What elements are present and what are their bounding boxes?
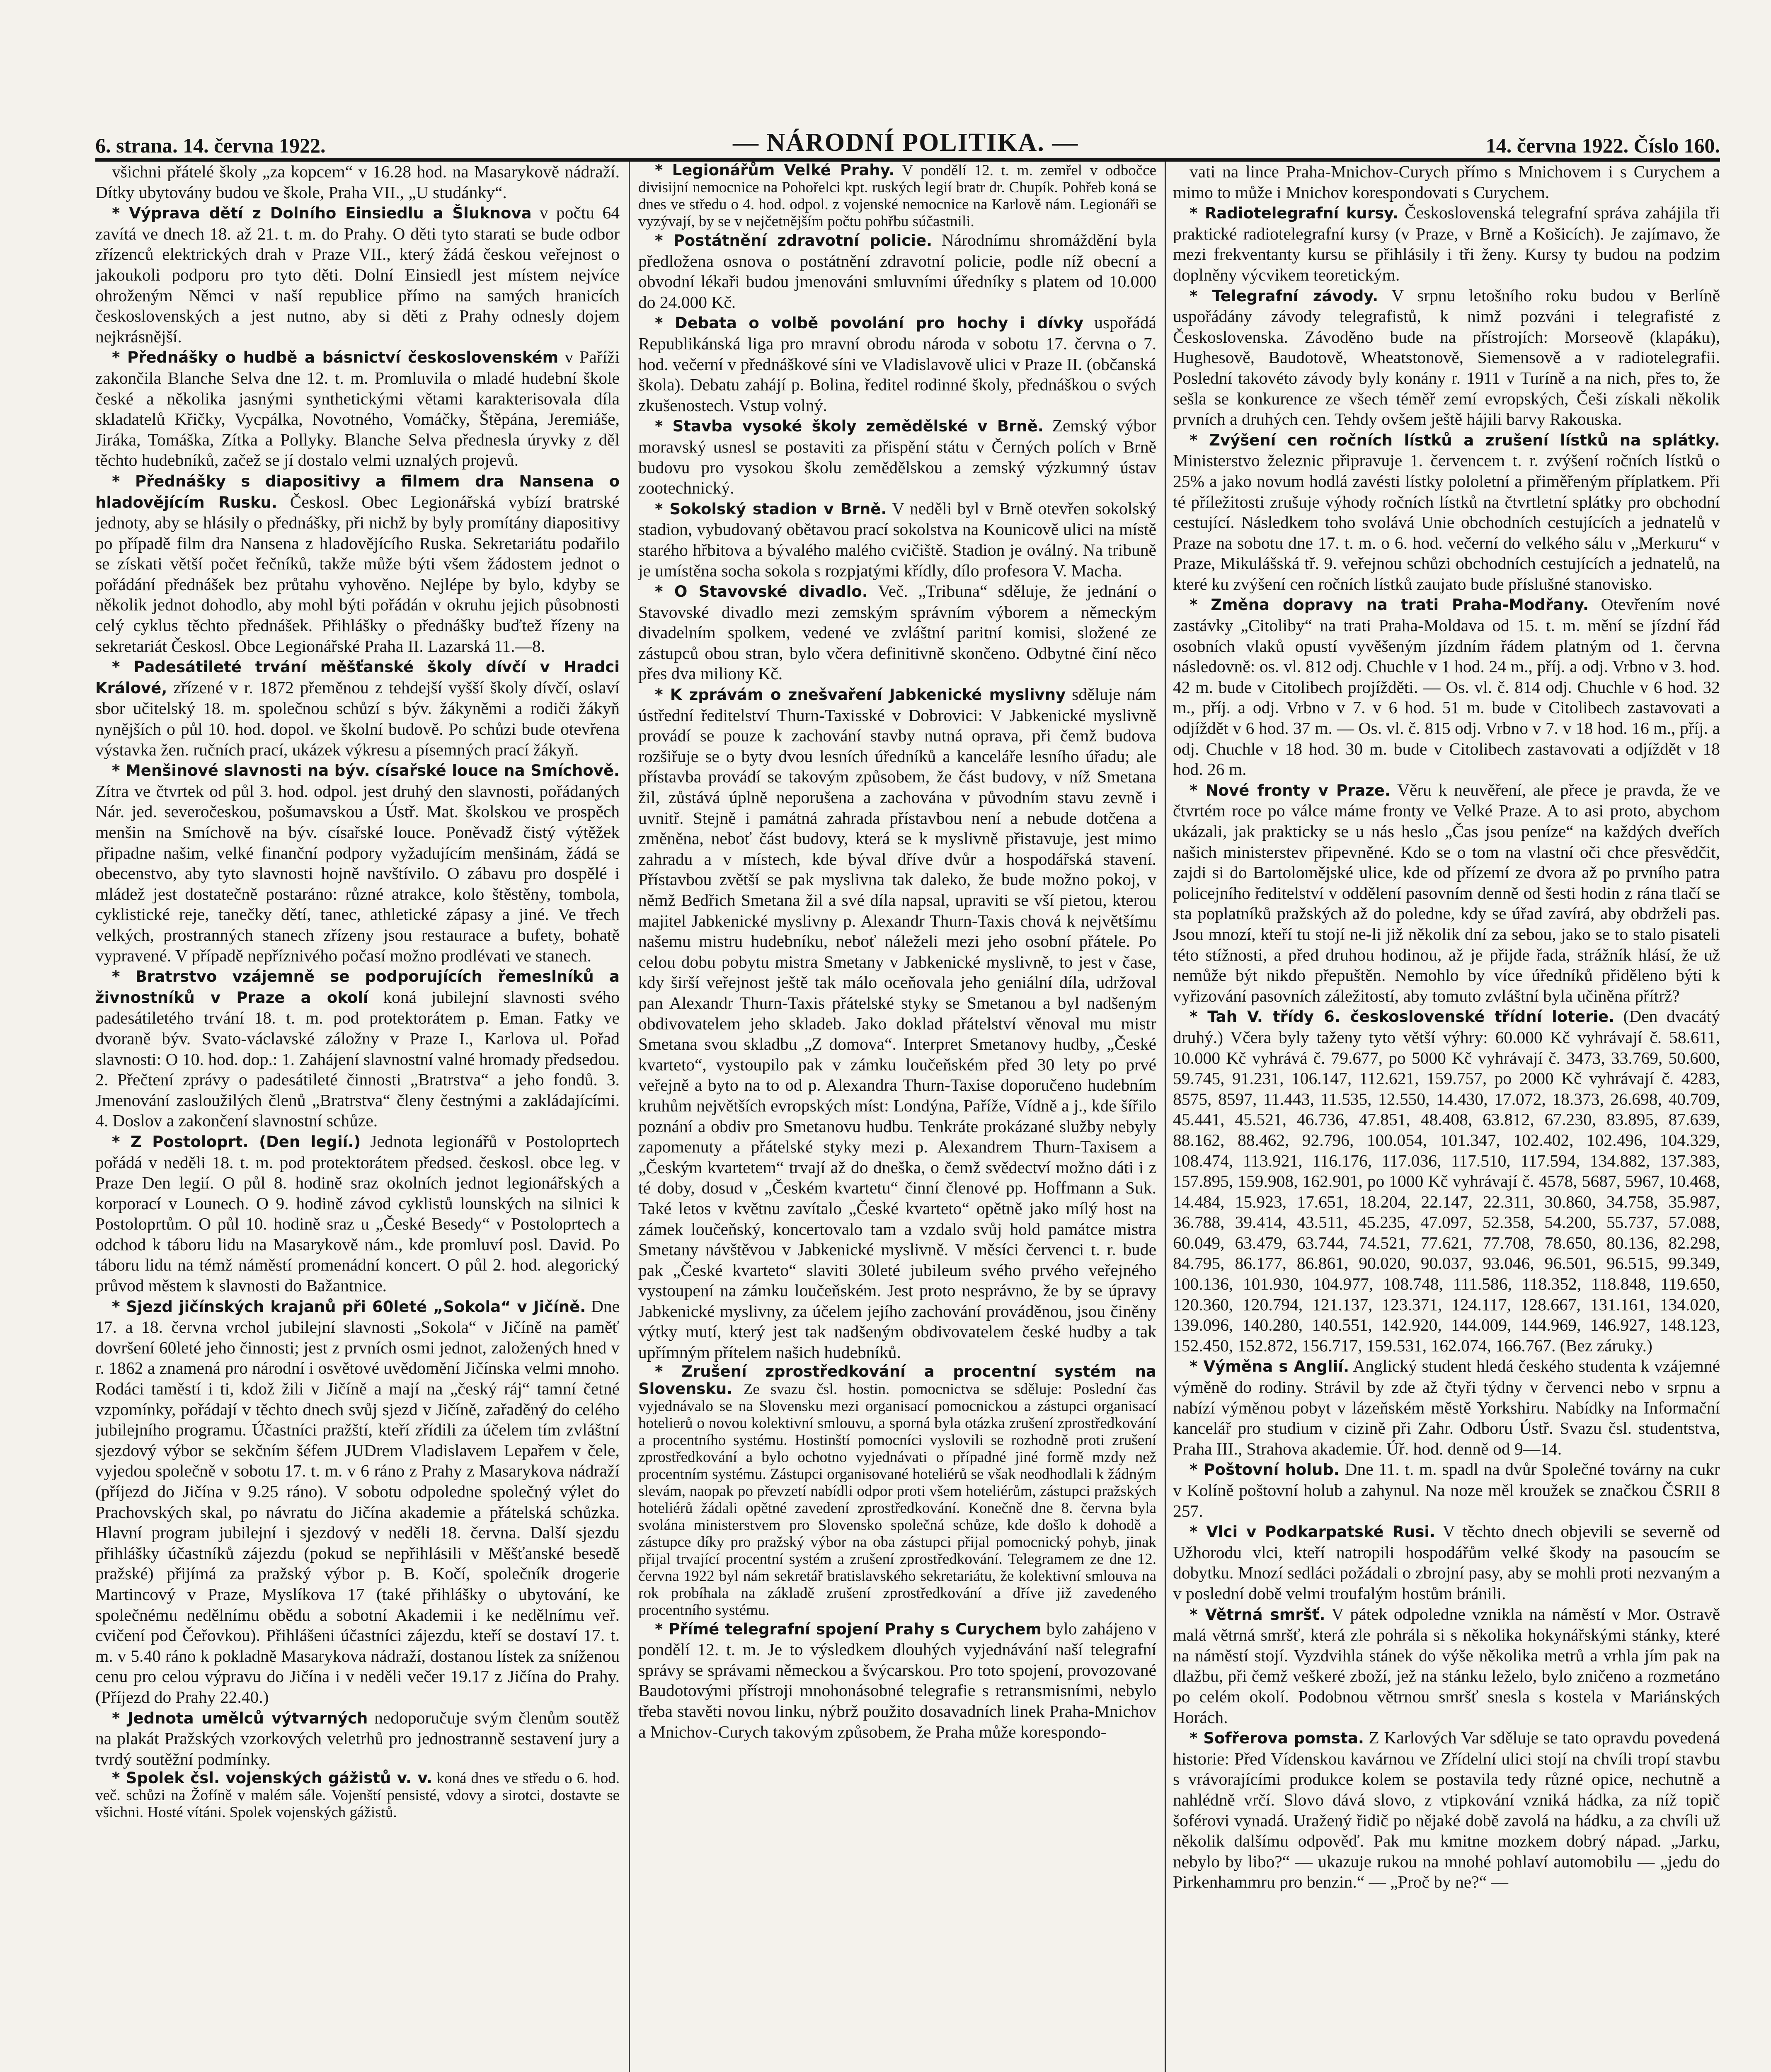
article-heading: * Zrušení zprostředkování a procentní systém na Slovensku. xyxy=(638,1362,1156,1398)
article-text: v počtu 64 zavítá ve dnech 18. až 21. t. m. do Prahy. O děti tyto starati se bude odbor zřízenců elektrických drah v Praze VII., který žádá českou veřejnost o jakoukoli podporu pro tyto děti. Dolní Einsiedl jest místem nejvíce ohroženým Němci v naší republice přímo na samých hranicích československých a jest nutno, aby si děti z Prahy odnesly dojem nejkrásnější. xyxy=(95,203,620,346)
article-heading: * Zvýšení cen ročních lístků a zrušení lístků na splátky. xyxy=(1190,431,1720,449)
article-heading: * Přednášky s diapositivy a filmem dra Nansena o hladovějícím Rusku. xyxy=(95,472,620,511)
article-paragraph xyxy=(95,1131,620,1296)
article-heading: * Poštovní holub. xyxy=(1190,1461,1340,1479)
article-paragraph xyxy=(638,1619,1156,1743)
column-divider xyxy=(629,162,630,2072)
article-text: Otevřením nové zastávky „Citoliby“ na trati Praha-Moldava od 15. t. m. mění se jízdní řád osobních vlaků opustí vyvěšeným jízdním řádem platným od 1. června následovně: os. vl. 812 odj. Chuchle v 1 hod. 24 m., příj. a odj. Vrbno v 3. hod. 42 m. bude v Citolibech projížděti. — Os. vl. č. 814 odj. Chuchle v 6 hod. 32 m., příj. a odj. Vrbno v 7. v 6 hod. 51 m. bude v Citolibech zastavovati a odjíždět v 6 hod. 37 m. — Os. vl. č. 815 odj. Vrbno v 7. v 18 hod. 16 m., příj. a odj. Chuchle v 18 hod. 30 m. bude v Citolibech zastavovati a odjíždět v 18 hod. 26 m. xyxy=(1173,595,1720,779)
article-paragraph xyxy=(638,416,1156,498)
article-paragraph xyxy=(1173,780,1720,1007)
article-text: V těchto dnech objevili se severně od Užhorodu vlci, kteří natropili hospodářům velké škody na pasoucím se dobytku. Mnozí sedláci požádali o zbrojní pasy, aby se mohli proti nezvaným a v poslední době velmi troufalým hostům bránili. xyxy=(1173,1522,1720,1603)
header-rule xyxy=(95,158,1720,162)
column-3 xyxy=(1173,162,1720,2072)
article-text: Dne 17. a 18. června vrchol jubilejní slavnosti „Sokola“ v Jičíně na paměť dovršení 60leté jeho činnosti; jest z prvních osmi jednot, založených hned v r. 1862 a znamená pro národní i osvětové uvědomění Jičínska velmi mnoho. Rodáci taměstí i ti, kdož žili v Jičíně a mají na „český ráj“ tamní četné vzpomínky, pořádají v těchto dnech svůj sjezd v Jičíně, zařaděný do celého jubilejního programu. Účastníci pražští, kteří zřídili za účelem tím zvláštní sjezdový výbor se sekčním šéfem JUDrem Vladislavem Lepařem v čele, vyjedou společně v sobotu 17. t. m. v 6 ráno z Prahy z Masarykova nádraží (příjezd do Jičína v 9.25 ráno). V sobotu odpoledne společný výlet do Prachovských skal, po návratu do Jičína akademie a přátelská schůzka. Hlavní program jubilejní i sjezdový v neděli 18. června. Další sjezdu přihlášky účastníků zájezdu (pokud se nepřihlásili v Měšťanské besedě pražské) přijímá za pražský výbor p. B. Kočí, společník drogerie Martincový v Praze, Myslíkova 17 (také přihlášky o ubytování, ke společnému nedělnímu obědu a sobotní Akademii i ke nedělnímu veř. cvičení pod Čeřovkou). Přihlášeni účastníci zájezdu, kteří se dostaví 17. t. m. v 5.40 ráno k pokladně Masarykova nádraží, dostanou lístek za sníženou cenu pro celou výpravu do Jičína i v neděli večer 19.17 z Jičína do Prahy. (Příjezd do Prahy 22.40.) xyxy=(95,1296,620,1706)
article-heading: * Spolek čsl. vojenských gážistů v. v. xyxy=(112,1769,432,1787)
article-text: bylo zahájeno v pondělí 12. t. m. Je to výsledkem dlouhých vyjednávání naší telegrafní správy se správami německou a švýcarskou. Pro toto spojení, provozované Baudotovými přístroji mnohonásobné telegrafie s retransmisními, nebylo třeba stavěti novou linku, nýbrž použito dosavadních linek Praha-Mnichov a Mnichov-Curych takovým způsobem, že Praha může korespondo- xyxy=(638,1619,1156,1741)
article-paragraph xyxy=(95,966,620,1131)
article-heading: * Legionářům Velké Prahy. xyxy=(655,162,895,179)
article-paragraph xyxy=(1173,203,1720,285)
article-heading: * Vlci v Podkarpatské Rusi. xyxy=(1190,1523,1436,1541)
article-text: Ministerstvo železnic připravuje 1. červencem t. r. zvýšení ročních lístků o 25% a jako novum hodlá zavésti lístky pololetní a přiměřeným příplatkem. Při té příležitosti zrušuje výhody ročních lístků na čtvrtletní splátky pro obchodní cestující. Následkem toho svolává Unie obchodních cestujících a jednatelů v Praze na sobotu dne 17. t. m. o 6. hod. večerní do velkého sálu v „Merkuru“ v Praze, Mikulášská tř. 9. veřejnou schůzi obchodních cestujících a jednatelů, na které ku zvýšení cen ročních lístků zaujato bude příslušné stanovisko. xyxy=(1173,451,1720,593)
article-text: uspořádá Republikánská liga pro mravní obrodu národa v sobotu 17. června o 7. hod. večerní v přednáškové síni ve Vladislavově ulici v Praze II. (občanská škola). Debatu zahájí p. Bolina, ředitel rodinné školy, přednáškou o svých zkušenostech. Vstup volný. xyxy=(638,313,1156,415)
article-heading: * Sofřerova pomsta. xyxy=(1190,1729,1364,1748)
article-paragraph xyxy=(1173,162,1720,203)
article-text: koná jubilejní slavnosti svého padesátiletého trvání 18. t. m. pod protektorátem p. Eman. Fatky ve dvoraně býv. Svato-václavské záložny v Praze I., Karlova ul. Pořad slavnosti: O 10. hod. dop.: 1. Zahájení slavnostní valné hromady předsedou. 2. Přečtení zprávy o padesátileté činnosti „Bratrstva“ a jeho fondů. 3. Jmenování zasloužilých členů „Bratrstva“ členy čestnými a zakládajícími. 4. Doslov a zakončení slavnostní schůze. xyxy=(95,987,620,1130)
article-text: Zítra ve čtvrtek od půl 3. hod. odpol. jest druhý den slavnosti, pořádaných Nár. jed. severočeskou, pošumavskou a Ústř. Mat. školskou ve prospěch menšin na Smíchově na býv. císařské louce. Poněvadž čistý výtěžek připadne našim, velké finanční podpory vyžadujícím menšinám, žádá se obecenstvo, aby tyto slavnosti hojně navštívilo. O zábavu pro dospělé i mládež jest dostatečně postaráno: různé atrakce, kolo štěstěny, tombola, cyklistické reje, tanečky dětí, tanec, athletické zápasy a jiné. Ve třech velkých, prostranných stanech zřízeny jsou restaurace a bufety, bohatě vypravené. V případě nepříznivého počasí možno prodlévati ve stanech. xyxy=(95,781,620,965)
article-heading: * Debata o volbě povolání pro hochy i dívky xyxy=(655,314,1084,332)
article-paragraph xyxy=(95,203,620,347)
article-heading: * Bratrstvo vzájemně se podporujících řemeslníků a živnostníků v Praze a okolí xyxy=(95,968,620,1007)
article-paragraph xyxy=(638,684,1156,1363)
article-paragraph xyxy=(95,1296,620,1708)
masthead-title: — NÁRODNÍ POLITIKA. — xyxy=(732,128,1079,157)
article-heading: * O Stavovské divadlo. xyxy=(655,583,868,601)
article-text: sděluje nám ústřední ředitelství Thurn-Taxisské v Dobrovici: V Jabkenické myslivně provádí se pouze k zachování stavby nutná oprava, při čemž budova rozšiřuje se o byty dvou lesních úředníků a kanceláře lesního úřadu; ale přístavba provádí se takovým způsobem, že část budovy, v níž Smetana žil, zůstává úplně neporušena a zachována v původním stavu zevně i uvnitř. Stejně i památná zahrada přístavbou není a nebude dotčena a změněna, neboť část budovy, která se k myslivně přistavuje, jest mimo zahradu a v místech, kde býval dříve dvůr a hospodářská stavení. Přístavbou zvětší se pak myslivna tak daleko, že bude možno pokoj, v němž Bedřich Smetana žil a své díla napsal, upraviti se vší pietou, kterou majitel Jabkenické myslivny p. Alexandr Thurn-Taxis chová k největšímu našemu mistru hudebníku, neboť náleželi mezi jeho osobní přátele. Po celou dobu pobytu mistra Smetany v Jabkenické myslivně, to jest v čase, kdy širší veřejnost ještě tak málo oceňovala jeho geniální díla, udržoval pan Alexandr Thurn-Taxis přátelské styky se Smetanou a byl nadšeným obdivovatelem jeho skladeb. Jako doklad přátelství věnoval mu mistr Smetana svou skladbu „Z domova“. Interpret Smetanovy hudby, „České kvarteto“, vystoupilo pak v zámku loučeňském před 30 lety po prvé veřejně a byto na to od p. Alexandra Thurn-Taxise doporučeno hudebním kruhům největších evropských míst: Londýna, Paříže, Vídně a j., kde šířilo poznání a obdiv pro Smetanovu hudbu. Tenkráte prokázané služby nebyly zapomenuty a přátelské styky mezi p. Alexandrem Thurn-Taxisem a „Českým kvartetem“ trvají až do dneška, o čemž svědectví možno dáti i z té doby, dosud v „Českém kvartetu“ činní členové pp. Hoffmann a Suk. Také letos v květnu zavítalo „České kvarteto“ opětně jako mílý host na zámek loučeňský, koncertovalo tam a vzdalo svůj hold památce mistra Smetany návštěvou v Jabkenické myslivně. V měsíci červenci t. r. bude pak „České kvarteto“ slaviti 30leté jubileum svého prvého veřejného vystoupení na zámku loučeňském. Jest proto nesprávno, že by se úpravy Jabkenické myslivny, za účelem jejího zachování prováděnou, jsou činěny výtky mutí, který jest tak nadšeným obdivovatelem české hudby a tak upřímným přítelem našich hudebníků. xyxy=(638,685,1156,1362)
article-text: Československá telegrafní správa zahájila tři praktické radiotelegrafní kursy (v Praze, v Brně a Košicích). Je zajímavo, že mezi frekventanty kursu se přihlásily i tři ženy. Kursy ty budou na podzim doplněny výcvikem teoretickým. xyxy=(1173,203,1720,284)
article-paragraph xyxy=(1173,1728,1720,1893)
article-text: zřízené v r. 1872 přeměnou z tehdejší vyšší školy dívčí, oslaví sbor učitelský 18. m. společnou schůzí s býv. žákyněmi a rodiči žákyň nynějších o půl 10. hod. dopol. ve školní budově. Po schůzi bude otevřena výstavka žen. ručních prací, ukázek výkresu a písemných prací žákyň. xyxy=(95,678,620,759)
article-text: Národnímu shromáždění byla předložena osnova o postátnění zdravotní policie, podle níž obecní a obvodní lékaři budou jmenováni smluvními úředníky s platem od 10.000 do 24.000 Kč. xyxy=(638,230,1156,312)
article-paragraph xyxy=(95,162,620,203)
article-text: Zemský výbor moravský usnesl se postaviti za přispění státu v Černých polích v Brně budovu pro vysokou školu zemědělskou a zemský výzkumný ústav zootechnický. xyxy=(638,416,1156,498)
column-2 xyxy=(638,162,1156,2072)
article-paragraph xyxy=(1173,594,1720,779)
article-text: vati na lince Praha-Mnichov-Curych přímo s Mnichovem i s Curychem a mimo to může i Mnichov korespondovati s Curychem. xyxy=(1173,162,1720,202)
article-text: v Paříži zakončila Blanche Selva dne 12. t. m. Promluvila o mladé hudební škole české a několika jasnými synthetickými větami karakterisovala díla skladatelů Křičky, Vycpálka, Novotného, Vomáčky, Štěpána, Jeremiáše, Jiráka, Tomáška, Zítka a Pollyky. Blanche Selva přednesla úryvky z děl těchto hudebníků, začež se jí dostalo velmi uznalých projevů. xyxy=(95,347,620,470)
article-paragraph xyxy=(1173,1604,1720,1728)
article-heading: * Změna dopravy na trati Praha-Modřany. xyxy=(1190,596,1589,614)
article-text: Z Karlových Var sděluje se tato opravdu povedená historie: Před Vídenskou kavárnou ve Zřídelní ulici stojí na chvíli tropí stavbu s vrávorajícími produkce kolem se postavila tedy různé opice, nechutně a nahlédně vrčí. Slovo dává slovo, z vtipkování vzniká hádka, za níž topič šoférovi vynadá. Uražený řidič po nějaké době zavolá na hádku, a za chvíli už několik dalšímu odpověď. Pak mu kmitne mozkem dobrý nápad. „Jarku, nebylo by libo?“ — ukazuje rukou na mnohé pohlaví automobilu — „jedu do Pirkenhammru pro benzin.“ — „Proč by ne?“ — xyxy=(1173,1728,1720,1892)
article-text: V pondělí 12. t. m. zemřel v odbočce divisijní nemocnice na Pohořelci kpt. ruských legií bratr dr. Chupík. Pohřeb koná se dnes ve středu o 4. hod. odpol. z vojenské nemocnice na Karlově nám. Legionáři se vyzývají, by se v nejčetnějším počtu pohřbu súčastnili. xyxy=(638,162,1156,230)
article-paragraph xyxy=(638,1363,1156,1619)
column-divider xyxy=(1165,162,1166,2072)
article-text: (Den dvacátý druhý.) Včera byly taženy tyto větší výhry: 60.000 Kč vyhrávají č. 58.611, 10.000 Kč vyhrává č. 79.677, po 5000 Kč vyhrávají č. 3473, 33.769, 50.600, 59.745, 91.231, 106.147, 112.621, 159.757, po 2000 Kč vyhrávají č. 4283, 8575, 8597, 11.443, 11.535, 12.550, 14.430, 17.072, 18.373, 26.698, 40.709, 45.441, 45.521, 46.736, 47.851, 48.408, 63.812, 67.230, 83.895, 87.639, 88.162, 88.462, 92.796, 100.054, 101.347, 102.402, 102.496, 104.329, 108.474, 113.921, 116.176, 117.036, 117.510, 117.594, 134.882, 137.383, 157.895, 159.908, 162.901, po 1000 Kč vyhrávají č. 4578, 5687, 5967, 10.468, 14.484, 15.923, 17.651, 18.204, 22.147, 22.311, 30.860, 34.758, 35.987, 36.788, 39.414, 43.511, 45.235, 47.097, 52.358, 54.200, 55.737, 57.088, 60.049, 63.479, 63.744, 74.521, 77.621, 77.708, 78.650, 80.136, 82.298, 84.795, 86.177, 86.861, 90.020, 90.037, 93.046, 96.501, 96.515, 99.349, 100.136, 101.930, 104.977, 108.748, 111.586, 118.352, 118.848, 119.650, 120.360, 120.794, 121.137, 123.371, 124.117, 128.667, 131.161, 134.020, 139.096, 140.280, 140.551, 142.920, 144.009, 144.969, 146.927, 148.123, 152.450, 152.872, 156.717, 159.531, 162.074, 166.767. (Bez záruky.) xyxy=(1173,1007,1720,1355)
article-heading: * Stavba vysoké školy zemědělské v Brně. xyxy=(655,417,1044,436)
article-text: koná dnes ve středu o 6. hod. več. schůzi na Žofíně v malém sále. Vojenští pensisté, vdovy a sirotci, dostavte se všichni. Hosté vítáni. Spolek vojenských gážistů. xyxy=(95,1770,620,1821)
article-paragraph xyxy=(1173,430,1720,595)
header-date-left: 6. strana. 14. června 1922. xyxy=(95,134,326,157)
article-paragraph xyxy=(1173,1356,1720,1459)
article-paragraph xyxy=(95,760,620,966)
article-text: Českosl. Obec Legionářská vybízí bratrské jednoty, aby se hlásily o přednášky, při nichž by byly promítány diapositivy po případě film dra Nansena z hladovějícího Ruska. Sekretariátu podařilo se získati větší počet řečníků, takže může býti všem žádostem jednot o pořádání přednášek bez průtahu vyhověno. Nejlépe by bylo, kdyby se několik jednot dohodlo, aby mohl býti pořádán v okruhu jejich působnosti celý cyklus těchto přednášek. Přihlášky o přednášky buďtež řízeny na sekretariát Českosl. Obce Legionářské Praha II. Lazarská 11.—8. xyxy=(95,492,620,656)
article-paragraph xyxy=(1173,1521,1720,1604)
article-heading: * Telegrafní závody. xyxy=(1190,287,1379,305)
article-heading: * Menšinové slavnosti na býv. císařské louce na Smíchově. xyxy=(112,762,620,780)
article-text: V srpnu letošního roku budou v Berlíně uspořádány závody telegrafistů, k nimž pozváni i telegrafisté z Československa. Závoděno bude na přístrojích: Morseově (klapáku), Hughesově, Baudotově, Wheatstonově, Siemensově a v radiotelegrafii. Poslední takovéto závody byly konány r. 1911 v Turíně a na nich, přes to, že sešla se konkurence ze všech téměř zemí evropských, Češi získali několik prvních a druhých cen. Tehdy ovšem ještě hájili barvy Rakouska. xyxy=(1173,286,1720,429)
column-1 xyxy=(95,162,620,2072)
article-paragraph xyxy=(95,471,620,656)
article-paragraph xyxy=(638,312,1156,416)
article-text: nedoporučuje svým členům soutěž na plakát Pražských vzorkových veletrhů pro jednostranně sestavení jury a tvrdý soutěžní podmínky. xyxy=(95,1708,620,1769)
article-heading: * Tah V. třídy 6. československé třídní loterie. xyxy=(1190,1008,1615,1026)
article-text: V neděli byl v Brně otevřen sokolský stadion, vybudovaný obětavou prací sokolstva na Kounicově ulici na místě starého hřbitova a bývalého malého cvičiště. Stadion je oválný. Na tribuně je umístěna socha sokola s rozpjatými křídly, dílo profesora V. Macha. xyxy=(638,499,1156,580)
article-text: Anglický student hledá českého studenta k vzájemné výměně do rodiny. Strávil by zde až čtyři týdny v červenci nebo v srpnu a nabízí výměnou pobyt v lázeňském městě Yorkshiru. Nabídky na Informační kancelář pro studium v cizině při Zahr. Odboru Ústř. Svazu čsl. studentstva, Praha III., Strahova akademie. Úř. hod. denně od 9—14. xyxy=(1173,1356,1720,1458)
article-heading: * Padesátileté trvání měšťanské školy dívčí v Hradci Králové, xyxy=(95,658,620,697)
article-heading: * Větrná smršť. xyxy=(1190,1605,1325,1624)
article-heading: * Z Postoloprt. (Den legií.) xyxy=(112,1133,361,1151)
article-heading: * Přímé telegrafní spojení Prahy s Curychem xyxy=(655,1620,1042,1638)
article-paragraph xyxy=(1173,1459,1720,1521)
article-paragraph xyxy=(638,230,1156,312)
article-paragraph xyxy=(1173,1006,1720,1356)
article-heading: * Postátnění zdravotní policie. xyxy=(655,232,933,249)
page-header xyxy=(95,120,1720,157)
article-text: Věru k neuvěření, ale přece je pravda, že ve čtvrtém roce po válce máme fronty ve Velké Praze. A to asi proto, abychom ukázali, jak prakticky se u nás heslo „Čas jsou peníze“ na každých dveřích našich ministerstev připevněné. Kdo se o tom na vlastní oči chce přesvědčit, zajdi si do Bartolomějské ulice, kde od přízemí ze dvora až po prvního patra policejního ředitelství v oddělení pasovním denně od šesti hodin z rána tlačí se sta poplatníků pražských až do poledne, kdy se úřad zavírá, aby obdrželi pas. Jsou mnozí, kteří tu stojí ne-li již několik dní za sebou, jako se to stalo pisateli této stížnosti, a před druhou hodinou, až je přijde řada, strážník hlásí, že už nemůže být nikdo přepuštěn. Nemohlo by více úředníků přiděleno býti k vyřizování pasovních záležitostí, aby tomuto zvláštní byla učiněna přítrž? xyxy=(1173,780,1720,1005)
article-heading: * K zprávám o znešvaření Jabkenické myslivny xyxy=(655,686,1066,704)
article-heading: * Výprava dětí z Dolního Einsiedlu a Šluknova xyxy=(112,204,532,223)
article-text: všichni přátelé školy „za kopcem“ v 16.28 hod. na Masarykově nádraží. Dítky ubytovány budou ve škole, Praha VII., „U studánky“. xyxy=(95,162,620,202)
article-paragraph xyxy=(1173,286,1720,430)
article-heading: * Přednášky o hudbě a básnictví československém xyxy=(112,349,559,367)
article-heading: * Jednota umělců výtvarných xyxy=(112,1709,368,1727)
article-text: V pátek odpoledne vznikla na náměstí v Mor. Ostravě malá větrná smršť, která zle pohrála si s několika hokynářskými stánky, které na náměstí stojí. Vyzdvihla stánek do výše několika metrů a vrhla jím pak na dlažbu, při čemž veškeré zboží, jež na stánku leželo, bylo zničeno a rozmetáno po celém okolí. Podobnou větrnou smršť snesla s kostela v Mariánských Horách. xyxy=(1173,1604,1720,1727)
article-text: Dne 11. t. m. spadl na dvůr Společné továrny na cukr v Kolíně poštovní holub a zahynul. Na noze měl kroužek se značkou ČSRII 8 257. xyxy=(1173,1460,1720,1520)
article-paragraph xyxy=(95,1708,620,1770)
article-heading: * Sjezd jičínských krajanů při 60leté „Sokola“ v Jičíně. xyxy=(112,1297,586,1316)
article-paragraph xyxy=(638,581,1156,684)
article-text: Jednota legionářů v Postoloprtech pořádá v neděli 18. t. m. pod protektorátem předsed. českosl. obce leg. v Praze Den legií. O půl 8. hodině sraz okolních jednot legionářských a korporací v Lounech. O 9. hodině závod cyklistů lounských na silnici k Postoloprtům. O půl 10. hodině sraz u „České Besedy“ v Postoloprtech a odchod k táboru lidu na Masarykově nám., kde promluví posl. David. Po táboru lidu na témž náměstí promenádní koncert. O půl 2. hod. alegorický průvod městem k slavnosti do Bažantnice. xyxy=(95,1131,620,1295)
article-paragraph xyxy=(638,499,1156,581)
article-paragraph xyxy=(95,347,620,471)
article-paragraph xyxy=(95,656,620,760)
article-text: Več. „Tribuna“ sděluje, že jednání o Stavovské divadlo mezi zemským správním výborem a německým divadelním spolkem, vedené ve zvláštní paritní komisi, složené ze zástupců obou stran, bylo včera definitivně skončeno. Odbytné činí něco přes dva miliony Kč. xyxy=(638,581,1156,683)
article-paragraph xyxy=(95,1769,620,1821)
article-heading: * Radiotelegrafní kursy. xyxy=(1190,204,1398,223)
article-heading: * Výměna s Anglií. xyxy=(1190,1358,1349,1376)
article-heading: * Sokolský stadion v Brně. xyxy=(655,500,887,518)
header-date-right: 14. června 1922. Číslo 160. xyxy=(1485,134,1720,157)
article-paragraph xyxy=(638,162,1156,230)
article-text: Ze svazu čsl. hostin. pomocnictva se sděluje: Poslední čas vyjednávalo se na Slovensku mezi organisací pomocnickou a zástupci organisací hotelierů o novou kolektivní smlouvu, a sporná byla otázka zrušení zprostředkování a procentního systému. Hostinští pomocníci vyslovili se rozhodně proti zrušení zprostředkování a bylo ochotno vyjednávati o případné jiné formě mzdy než procentním systému. Zástupci organisované hoteliérů se však neodhodlali k žádným slevám, naopak po převzetí nabídli odpor proti všem hoteliérům, zástupci pražských hoteliérů žádali opětné zavedení zprostředkování. Konečně dne 8. června byla svolána ministerstvem pro Slovensko společná schůze, kde došlo k dohodě a zástupce díky pro pražský výbor na oba zástupci přijal pomocnický pohyb, jinak přijal trvající procentní systém a zrušení zprostředkování. Telegramem ze dne 12. června 1922 byl nám sekretář bratislavského sekretariátu, že kolektivní smlouva na rok probíhala na základě zrušení zprostředkování a dříve již zavedeného procentního systému. xyxy=(638,1380,1156,1619)
article-heading: * Nové fronty v Praze. xyxy=(1190,781,1391,799)
